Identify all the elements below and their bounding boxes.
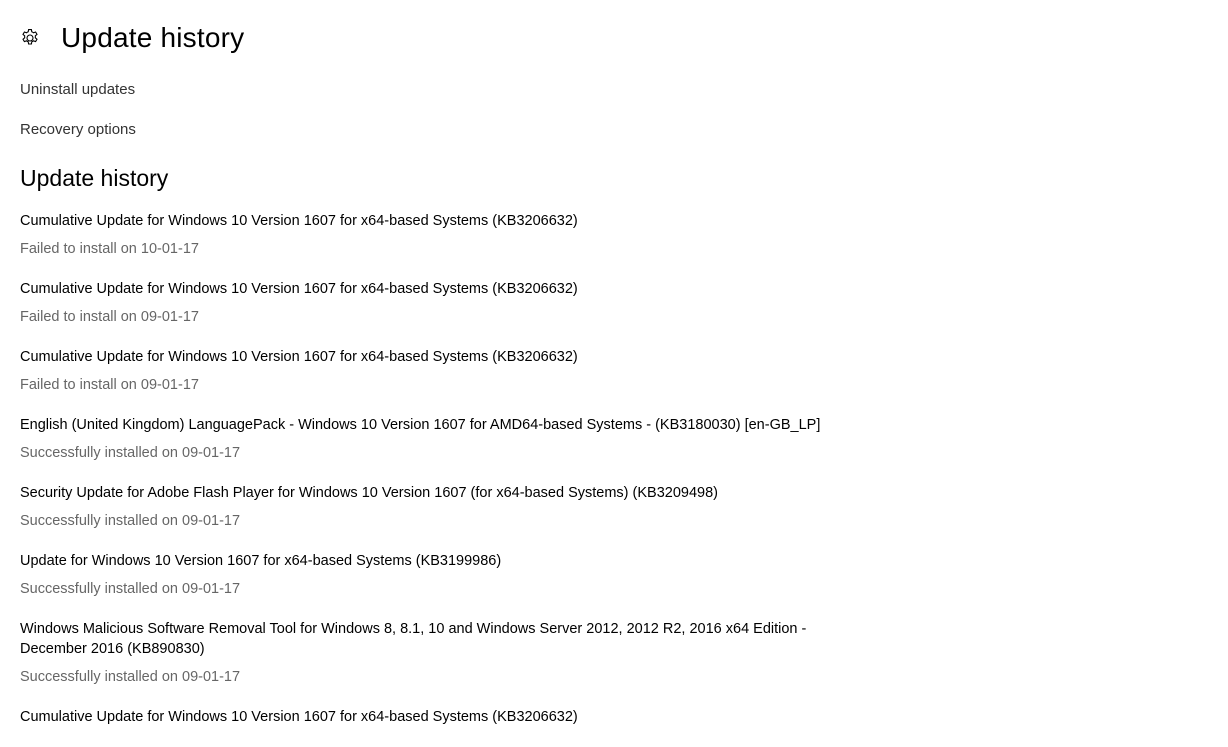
list-item: [20, 619, 840, 687]
update-title-link[interactable]: English (United Kingdom) LanguagePack - Windows 10 Version 1607 for AMD64-based Systems - (KB3180030) [en-GB_LP]: [20, 417, 821, 433]
update-status: Failed to install on 09-01-17: [20, 309, 199, 325]
update-status: Failed to install on 09-01-17: [20, 377, 199, 393]
list-item: [20, 551, 840, 599]
update-history-list: [20, 211, 840, 747]
update-status: Successfully installed on 09-01-17: [20, 581, 241, 597]
update-status: Successfully installed on 09-01-17: [20, 445, 241, 461]
update-title-link[interactable]: Update for Windows 10 Version 1607 for x64-based Systems (KB3199986): [20, 553, 502, 569]
update-title-link[interactable]: Security Update for Adobe Flash Player for Windows 10 Version 1607 (for x64-based Systems) (KB3209498): [20, 485, 718, 501]
section-title: Update history: [20, 165, 169, 191]
uninstall-updates-link[interactable]: Uninstall updates: [20, 81, 136, 98]
list-item: [20, 483, 840, 531]
update-title-link[interactable]: Cumulative Update for Windows 10 Version 1607 for x64-based Systems (KB3206632): [20, 349, 578, 365]
list-item: [20, 279, 840, 327]
list-item: [20, 707, 840, 727]
page-title: Update history: [61, 22, 245, 53]
update-title-link[interactable]: Windows Malicious Software Removal Tool for Windows 8, 8.1, 10 and Windows Server 2012, 2012 R2, 2016 x64 Edition - December 2016 (KB890830): [20, 621, 807, 657]
list-item: [20, 415, 840, 463]
recovery-options-link[interactable]: Recovery options: [20, 121, 136, 138]
update-status: Successfully installed on 09-01-17: [20, 513, 241, 529]
list-item: [20, 347, 840, 395]
update-title-link[interactable]: Cumulative Update for Windows 10 Version 1607 for x64-based Systems (KB3206632): [20, 281, 578, 297]
page-header: [20, 18, 244, 58]
update-status: Successfully installed on 09-01-17: [20, 669, 241, 685]
list-item: [20, 211, 840, 259]
update-status: Failed to install on 10-01-17: [20, 241, 199, 257]
gear-icon: [20, 28, 40, 48]
update-title-link[interactable]: Cumulative Update for Windows 10 Version 1607 for x64-based Systems (KB3206632): [20, 709, 578, 725]
update-title-link[interactable]: Cumulative Update for Windows 10 Version 1607 for x64-based Systems (KB3206632): [20, 213, 578, 229]
